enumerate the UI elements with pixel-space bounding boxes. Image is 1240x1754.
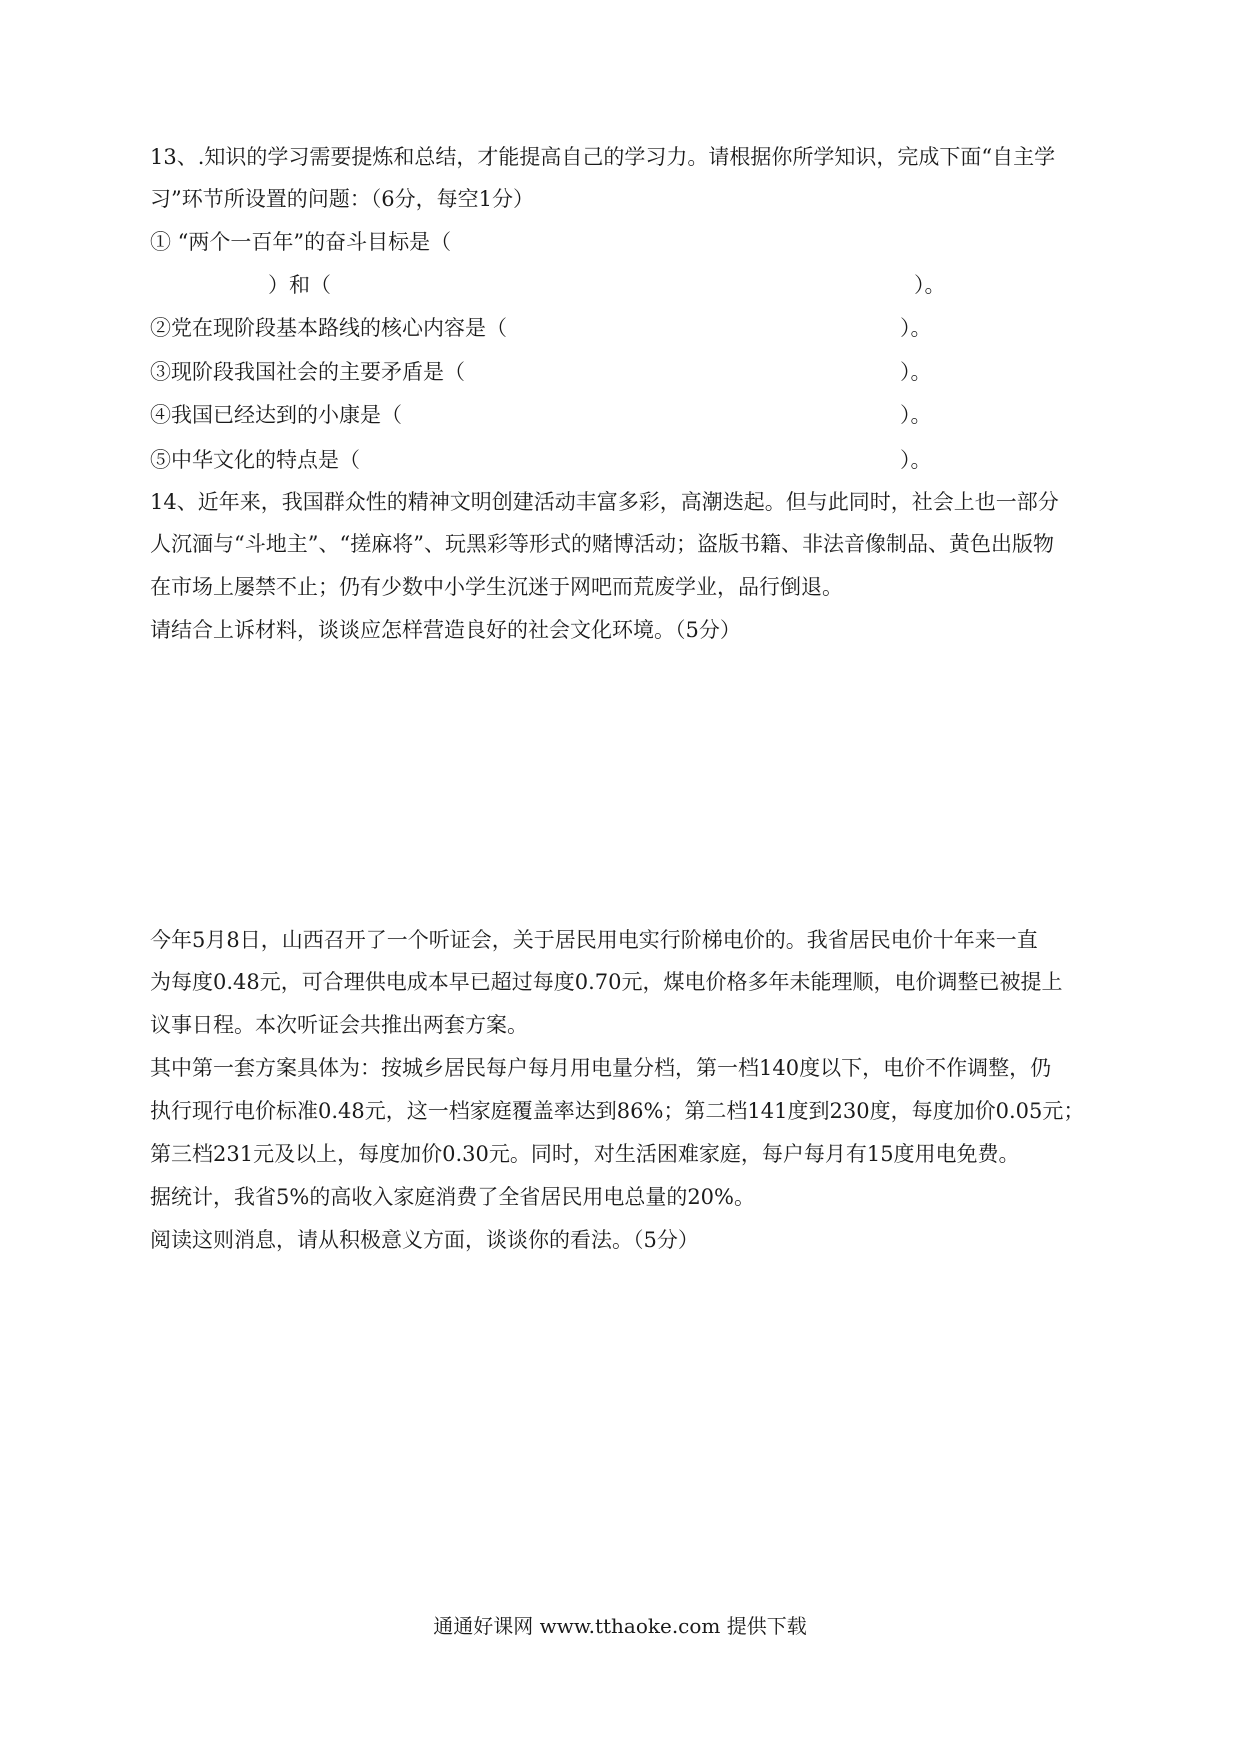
q13-item1-blank-and: ）和（ (268, 273, 331, 297)
q14-line2: 人沉湎与“斗地主”、“搓麻将”、玩黑彩等形式的赌博活动；盗版书籍、非法音像制品、黄色出版物 (150, 532, 1054, 556)
q15-line4: 其中第一套方案具体为：按城乡居民每户每月用电量分档，第一档140度以下，电价不作调整，仍 (150, 1056, 1052, 1080)
q13-item2-label: ②党在现阶段基本路线的核心内容是（ (150, 316, 507, 340)
q13-stem-line2: 习”环节所设置的问题：（6分，每空1分） (150, 187, 534, 211)
q14-line1: 14、近年来，我国群众性的精神文明创建活动丰富多彩，高潮迭起。但与此同时，社会上也一部分 (150, 490, 1059, 514)
q15-line2: 为每度0.48元，可合理供电成本早已超过每度0.70元，煤电价格多年未能理顺，电价调整已被提上 (150, 970, 1063, 994)
q15-line5: 执行现行电价标准0.48元，这一档家庭覆盖率达到86%；第二档141度到230度，每度加价0.05元； (150, 1099, 1085, 1123)
q15-line6: 第三档231元及以上，每度加价0.30元。同时，对生活困难家庭，每户每月有15度用电免费。 (150, 1142, 1020, 1166)
q15-line3: 议事日程。本次听证会共推出两套方案。 (150, 1013, 528, 1037)
page-footer: 通通好课网 www.tthaoke.com 提供下载 (433, 1614, 807, 1638)
q13-item1-close: ）。 (914, 273, 946, 297)
q13-item4-close: ）。 (900, 403, 932, 427)
q13-item5 (150, 445, 1090, 475)
q13-item2-close: ）。 (900, 316, 932, 340)
q15-line7: 据统计，我省5%的高收入家庭消费了全省居民用电总量的20%。 (150, 1185, 755, 1209)
q13-item4-label: ④我国已经达到的小康是（ (150, 403, 402, 427)
q13-item3 (150, 357, 1090, 387)
q13-item3-close: ）。 (900, 360, 932, 384)
q14-line3: 在市场上屡禁不止；仍有少数中小学生沉迷于网吧而荒废学业，品行倒退。 (150, 575, 843, 599)
q13-stem-line1: 13、.知识的学习需要提炼和总结，才能提高自己的学习力。请根据你所学知识，完成下面“自主学 (150, 145, 1056, 169)
q13-item3-label: ③现阶段我国社会的主要矛盾是（ (150, 360, 465, 384)
q15-prompt: 阅读这则消息，请从积极意义方面，谈谈你的看法。（5分） (150, 1228, 699, 1252)
q13-item2 (150, 313, 1090, 343)
q15-line1: 今年5月8日，山西召开了一个听证会，关于居民用电实行阶梯电价的。我省居民电价十年来一直 (150, 928, 1038, 952)
q13-item1-line1: ① “两个一百年”的奋斗目标是（ (150, 230, 452, 254)
q14-prompt: 请结合上诉材料，谈谈应怎样营造良好的社会文化环境。（5分） (150, 618, 741, 642)
q13-item4 (150, 400, 1090, 430)
q13-item5-label: ⑤中华文化的特点是（ (150, 448, 360, 472)
q13-item5-close: ）。 (900, 448, 932, 472)
